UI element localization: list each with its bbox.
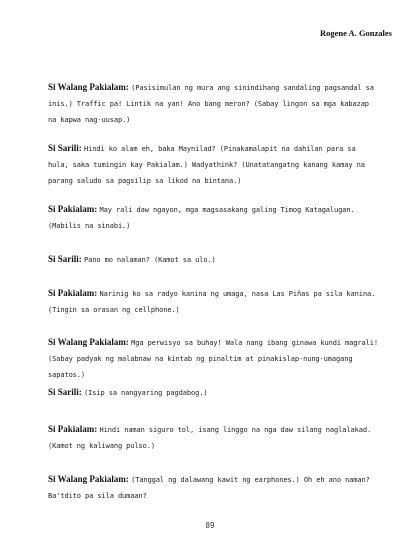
dialogue-entry (48, 79, 380, 127)
dialogue-text: Mga perwisyo sa buhay! Wala nang ibang ginawa kundi magrali! (Sabay padyak ng malabnaw na kintab ng pinaltim at pinakislap-nung-umagang sapatos.) (48, 339, 378, 379)
dialogue-text: Pano mo nalaman? (Kamot sa ulo.) (84, 256, 216, 264)
dialogue-entry (48, 471, 380, 503)
speaker-label: Si Sarili: (48, 387, 85, 397)
page-number: 89 (205, 521, 215, 530)
speaker-label: Si Walang Pakialam: (48, 337, 132, 347)
dialogue-text: (Isip sa nangyaring pagdabog.) (84, 389, 208, 397)
speaker-label: Si Pakialam: (48, 204, 100, 214)
dialogue-text: (Tanggal ng dalawang kawit ng earphones.) Oh eh ano naman? Ba'tdito pa sila dumaan? (48, 476, 370, 500)
dialogue-entry (48, 421, 380, 453)
author-header: Rogene A. Gonzales (319, 28, 392, 38)
dialogue-entry (48, 334, 380, 382)
dialogue-entry (48, 201, 380, 233)
dialogue-entry (48, 285, 380, 317)
speaker-label: Si Sarili: (48, 254, 85, 264)
dialogue-text: (Pasisimulan ng mura ang sinindihang sandaling pagsandal sa inis.) Traffic pa! Lintik na yan! Ano bang meron? (Sabay lingon sa mga kabazap na kapwa nag-uusap.) (48, 84, 374, 124)
dialogue-text: May rali daw ngayon, mga magsasakang galing Timog Katagalugan. (Mabilis na sinabi.) (48, 206, 355, 230)
speaker-label: Si Sarili: (48, 143, 85, 153)
dialogue-text: Hindi naman siguro tol, isang linggo na nga daw silang naglalakad. (Kamot ng kaliwang pulso.) (48, 426, 372, 450)
speaker-label: Si Walang Pakialam: (48, 82, 132, 92)
dialogue-entry (48, 140, 380, 188)
dialogue-entry (48, 384, 380, 400)
speaker-label: Si Pakialam: (48, 424, 100, 434)
dialogue-text: Narinig ko sa radyo kanina ng umaga, nasa Las Piñas pa sila kanina. (Tingin sa orasan ng cellphone.) (48, 290, 376, 314)
dialogue-entry (48, 251, 380, 267)
speaker-label: Si Walang Pakialam: (48, 474, 132, 484)
speaker-label: Si Pakialam: (48, 288, 100, 298)
dialogue-text: Hindi ko alam eh, baka Maynilad? (Pinakamalapit na dahilan para sa hula, saka tumingin kay Pakialam.) Wadyathink? (Unatatangatng kanang kamay na parang saludo sa pagsilip sa likod na bintana.) (48, 145, 365, 185)
